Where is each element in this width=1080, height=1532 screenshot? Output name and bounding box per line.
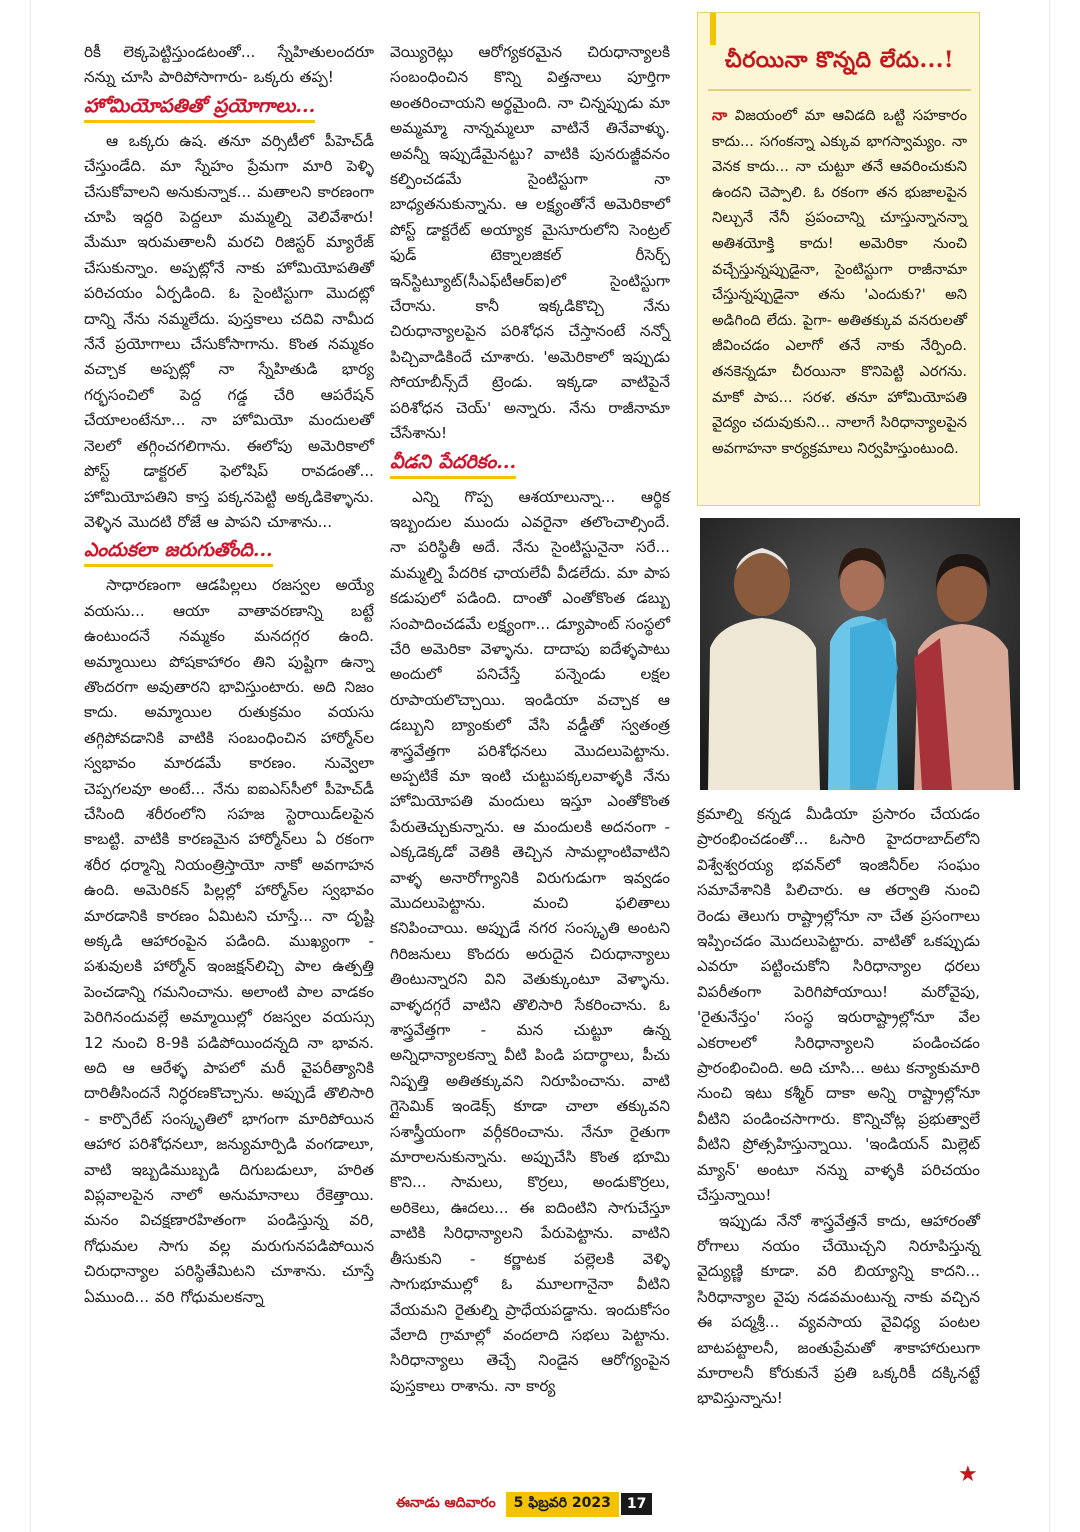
article-column-3 <box>697 802 980 1412</box>
sidebar-lead-word: నా <box>712 107 728 124</box>
divider <box>708 89 971 91</box>
sidebar-text <box>712 103 967 461</box>
paragraph: సాధారణంగా ఆడపిల్లలు రజస్వల అయ్యే వయసు... ఆయా వాతావరణాన్ని బట్టే ఉంటుందనే నమ్మకం మనదగ్గర ఉంది. అమ్మాయిలు పోషకాహారం తిని పుష్టిగా ఉన్నా తొందరగా అవుతారని భావిస్తుంటారు. అది నిజం కాదు. అమ్మాయిల రుతుక్రమం వయసు తగ్గిపోవడానికి వాటికి సంబంధించిన హార్మోన్‌ల స్వభావం మారడమే కారణం. నువ్వెలా చెప్పగలవూ అంటే... నేను ఐఐఎస్‌సీలో పీహెచ్‌డీ చేసింది శరీరంలోని సహజ స్టెరాయిడ్‌లపైన కాబట్టి. వాటికి కారణమైన హార్మోన్‌లు ఏ రకంగా శరీర ధర్మాన్ని నియంత్రిస్తాయో నాకో అవగాహన ఉంది. అమెరికన్ పిల్లల్లో హార్మోన్‌ల స్వభావం మారడానికి కారణం ఏమిటని చూస్తే... నా దృష్టి అక్కడి ఆహారంపైన పడింది. ముఖ్యంగా - పశువులకి హార్మోన్ ఇంజక్షన్‌లిచ్చి పాల ఉత్పత్తి పెంచడాన్ని గమనించాను. అలాంటి పాల వాడకం పెరిగినందువల్లే అమ్మాయిల్లో రజస్వల వయస్సు 12 నుంచి 8-9కి పడిపోయిందన్నది నా భావన. అది ఆ ఆరేళ్ళ పాపలో మరీ వైపరీత్యానికి దారితీసిందనే నిర్ధరణకొచ్చాను. అప్పుడే తొలిసారి - కార్పొరేట్ సంస్కృతిలో భాగంగా మారిపోయిన ఆహార పరిశోధనలూ, జన్యుమార్పిడి వంగడాలూ, వాటి ఇబ్బడిముబ్బడి దిగుబడులూ, హరిత విప్లవాలపైన నాలో అనుమానాలు రేకెత్తాయి. మనం విచక్షణారహితంగా పండిస్తున్న వరి, గోధుమల సాగు వల్ల మరుగునపడిపోయిన చిరుధాన్యాల పరిస్థితేమిటని చూశాను. చూస్తే ఏముంది... వరి గోధుమలకన్నా <box>84 576 374 1306</box>
sidebar-box <box>697 12 980 506</box>
paragraph: ఇప్పుడు నేనో శాస్త్రవేత్తనే కాదు, ఆహారంతో రోగాలు నయం చేయొచ్చని నిరూపిస్తున్న వైద్యుణ్ణి కూడా. వరి బియ్యాన్ని కాదని... సిరిధాన్యాల వైపు నడవమంటున్న నాకు వచ్చిన ఈ పద్మశ్రీ... వ్యవసాయ వైవిధ్య పంటల బాటపట్టాలనీ, జంతుప్రేమతో శాకాహారులుగా మారాలనీ కోరుకునే ప్రతి ఒక్కరికీ దక్కినట్టే భావిస్తున్నాను! <box>697 1211 980 1408</box>
section-heading: వీడని పేదరికం... <box>390 449 516 479</box>
family-photo <box>700 518 1020 790</box>
sidebar-accent-bar <box>710 13 716 45</box>
section-heading: ఎందుకలా జరుగుతోంది... <box>84 537 273 567</box>
article-column-1 <box>84 40 374 1310</box>
page-number: 17 <box>621 1493 652 1515</box>
publication-name: ఈనాడు ఆదివారం <box>396 1494 496 1511</box>
page-footer <box>396 1491 652 1517</box>
end-mark-icon: ★ <box>958 1462 978 1487</box>
paragraph: క్రమాల్ని కన్నడ మీడియా ప్రసారం చేయడం ప్రారంభించడంతో... ఓసారి హైదరాబాద్‌లోని విశ్వేశ్వరయ్య భవన్‌లో ఇంజినీర్‌ల సంఘం సమావేశానికి పిలిచారు. ఆ తర్వాతి నుంచి రెండు తెలుగు రాష్ట్రాల్లోనూ నా చేత ప్రసంగాలు ఇప్పించడం మొదలుపెట్టారు. వాటితో ఒకప్పుడు ఎవరూ పట్టించుకోని సిరిధాన్యాల ధరలు విపరీతంగా పెరిగిపోయాయి! మరోవైపు, 'రైతునేస్తం' సంస్థ ఇరురాష్ట్రాల్లోనూ వేల ఎకరాలలో సిరిధాన్యాలని పండించడం ప్రారంభించింది. అది చూసి... అటు కన్యాకుమారి నుంచి ఇటు కశ్మీర్ దాకా అన్ని రాష్ట్రాల్లోనూ వీటిని పండించసాగారు. కొన్నిచోట్ల ప్రభుత్వాలే వీటిని ప్రోత్సహిస్తున్నాయి. 'ఇండియన్ మిల్లెట్ మ్యాన్' అంటూ నన్ను వాళ్ళకి పరిచయం చేస్తున్నాయి! <box>697 805 980 1205</box>
section-heading: హోమియోపతితో ప్రయోగాలు... <box>84 93 315 123</box>
paragraph: వెయ్యిరెట్లు ఆరోగ్యకరమైన చిరుధాన్యాలకి సంబంధించిన కొన్ని విత్తనాలు పూర్తిగా అంతరించాయని అర్థమైంది. నా చిన్నప్పుడు మా అమ్మమ్మా నాన్నమ్మలూ వాటినే తినేవాళ్ళు. అవన్నీ ఇప్పుడేమైనట్టు? వాటికి పునరుజ్జీవనం కల్పించడమే సైంటిస్టుగా నా బాధ్యతనుకున్నాను. ఆ లక్ష్యంతోనే అమెరికాలో పోస్ట్ డాక్టరేట్ అయ్యాక మైసూరులోని సెంట్రల్ ఫుడ్ టెక్నాలజికల్ రీసెర్చ్ ఇన్‌స్టిట్యూట్(సీఎఫ్‌టీఆర్ఐ)లో సైంటిస్టుగా చేరాను. కానీ ఇక్కడికొచ్చి నేను చిరుధాన్యాలపైన పరిశోధన చేస్తానంటే నన్నో పిచ్చివాడికిందే చూశారు. 'అమెరికాలో ఇప్పుడు సోయాబీన్స్‌దే ట్రెండు. ఇక్కడా వాటిపైనే పరిశోధన చెయ్' అన్నారు. నేను రాజీనామా చేసేశాను! <box>390 43 670 443</box>
sidebar-body-text: విజయంలో మా ఆవిడది ఒట్టి సహకారం కాదు... సగంకన్నా ఎక్కువ భాగస్వామ్యం. నా వెనక కాదు... నా చుట్టూ తనే ఆవరించుకుని ఉందని చెప్పాలి. ఓ రకంగా తన భుజాలపైన నిల్చునే నేనీ ప్రపంచాన్ని చూస్తున్నానన్నా అతిశయోక్తి కాదు! అమెరికా నుంచి వచ్చేస్తున్నప్పుడైనా, సైంటిస్టుగా రాజీనామా చేస్తున్నప్పుడైనా తను 'ఎందుకు?' అని అడిగింది లేదు. పైగా- అతితక్కువ వనరులతో జీవించడం ఎలాగో తనే నాకు నేర్పింది. తనకెన్నడూ చీరయినా కొనిపెట్టి ఎరగను. మాకో పాప... సరళ. తనూ హోమియోపతి వైద్యం చదువుకుని... నాలాగే సిరిధాన్యాలపైన అవగాహనా కార్యక్రమాలు నిర్వహిస్తుంటుంది. <box>712 107 967 457</box>
issue-date: 5 ఫిబ్రవరి 2023 <box>506 1492 619 1517</box>
sidebar-title: చీరయినా కొన్నది లేదు...! <box>724 47 955 73</box>
photo-illustration <box>700 518 1020 790</box>
paragraph: రికీ లెక్కపెట్టిస్తుండటంతో... స్నేహితులందరూ నన్ను చూసి పారిపోసాగారు- ఒక్కరు తప్ప! <box>84 43 374 87</box>
article-column-2 <box>390 40 670 1399</box>
paragraph: ఎన్ని గొప్ప ఆశయాలున్నా... ఆర్థిక ఇబ్బందుల ముందు ఎవరైనా తలొంచాల్సిందే. నా పరిస్థితీ అదే. నేను సైంటిస్టునైనా సరే... మమ్మల్ని పేదరిక ఛాయలేవీ వీడలేదు. మా పాప కడుపులో పడింది. దాంతో ఎంతోకొంత డబ్బు సంపాదించడమే లక్ష్యంగా... డ్యూపాంట్ సంస్థలో చేరి అమెరికా వెళ్ళాను. దాదాపు ఐదేళ్ళపాటు అందులో పనిచేస్తే పన్నెండు లక్షల రూపాయలొచ్చాయి. ఇండియా వచ్చాక ఆ డబ్బుని బ్యాంకులో వేసి వడ్డీతో స్వతంత్ర శాస్త్రవేత్తగా పరిశోధనలు మొదలుపెట్టాను. అప్పటికే మా ఇంటి చుట్టుపక్కలవాళ్ళకి నేను హోమియోపతి మందులు ఇస్తూ ఎంతోకొంత పేరుతెచ్చుకున్నాను. ఆ మందులకి అదనంగా - ఎక్కడెక్కడో వెతికి తెచ్చిన సామల్లాంటివాటిని వాళ్ళ అనారోగ్యానికి విరుగుడుగా ఇవ్వడం మొదలుపెట్టాను. మంచి ఫలితాలు కనిపించాయి. అప్పుడే నగర సంస్కృతి అంటని గిరిజనులు కొందరు అరుదైన చిరుధాన్యాలు తింటున్నారని విని వెతుక్కుంటూ వెళ్ళాను. వాళ్ళదగ్గరే వాటిని తొలిసారి సేకరించాను. ఓ శాస్త్రవేత్తగా - మన చుట్టూ ఉన్న అన్నిధాన్యాలకన్నా వీటి పిండి పదార్థాలు, పీచు నిష్పత్తి అతితక్కువని నిరూపించాను. వాటి గ్లైసెమిక్ ఇండెక్స్ కూడా చాలా తక్కువని సశాస్త్రీయంగా వర్గీకరించాను. నేనూ రైతుగా మారాలనుకున్నాను. అప్పుచేసి కొంత భూమి కొని... సామలు, కొర్రలు, అండుకొర్రలు, అరికెలు, ఊదలు... ఈ ఐదింటిని సాగుచేస్తూ వాటికి సిరిధాన్యాలని పేరుపెట్టాను. వాటిని తీసుకుని - కర్ణాటక పల్లెలకి వెళ్ళి సాగుభూముల్లో ఓ మూలగానైనా వీటిని వేయమని రైతుల్ని ప్రాధేయపడ్డాను. ఇందుకోసం వేలాది గ్రామాల్లో వందలాది సభలు పెట్టాను. సిరిధాన్యాలు తెచ్చే నిండైన ఆరోగ్యంపైన పుస్తకాలు రాశాను. నా కార్య <box>390 487 670 1395</box>
paragraph: ఆ ఒక్కరు ఉష. తనూ వర్సిటీలో పీహెచ్‌డీ చేస్తుండేది. మా స్నేహం ప్రేమగా మారి పెళ్ళి చేసుకోవాలని అనుకున్నాక... మతాలని కారణంగా చూపి ఇద్దరి పెద్దలూ మమ్మల్ని వెలివేశారు! మేమూ ఇరుమతాలనీ మరచి రిజిస్టర్ మ్యారేజ్ చేసుకున్నాం. అప్పట్లోనే నాకు హోమియోపతితో పరిచయం ఏర్పడింది. ఓ సైంటిస్టుగా మొదట్లో దాన్ని నేను నమ్మలేదు. పుస్తకాలు చదివి నామీద నేనే ప్రయోగాలు చేసుకోసాగాను. కొంత నమ్మకం వచ్చాక అప్పట్లో నా స్నేహితుడి భార్య గర్భసంచిలో పెద్ద గడ్డ చేరి ఆపరేషన్ చేయాలంటేనూ... నా హోమియో మందులతో నెలలో తగ్గించగలిగాను. ఈలోపు అమెరికాలో పోస్ట్ డాక్టరల్ ఫెలోషిప్ రావడంతో... హోమియోపతిని కాస్త పక్కనపెట్టి అక్కడికెళ్ళాను. వెళ్ళిన మొదటి రోజే ఆ పాపని చూశాను... <box>84 131 374 531</box>
